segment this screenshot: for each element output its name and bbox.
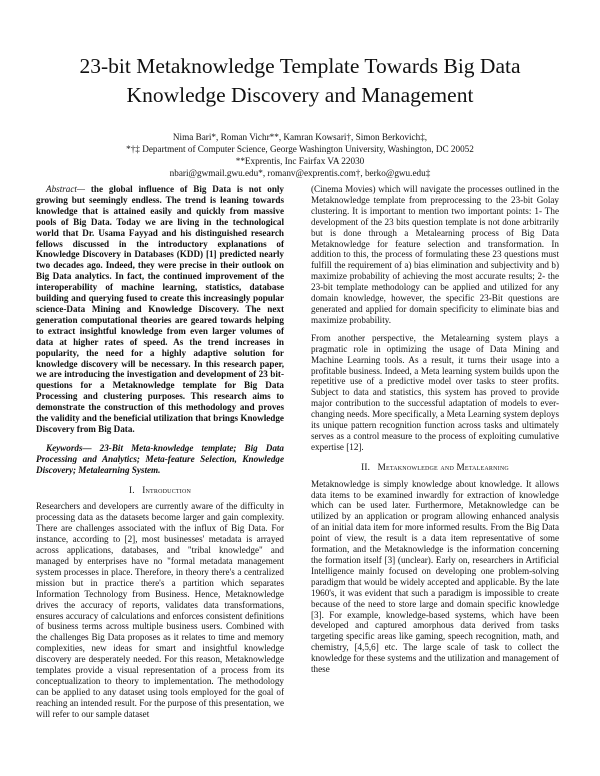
abstract-body: the global influence of Big Data is not only growing but seemingly endless. The trend is leaning towards knowledge that is attained easily and quickly from massive pools of Big Data. Today we are living in the technological world that Dr. Usama Fayyad and his distinguished research fellows discussed in the introductory explanations of Knowledge Discovery in Databases (KDD) [1] predicted nearly two decades ago. Indeed, they were precise in their outlook on Big Data analytics. In fact, the continued improvement of the interoperability of machine learning, statistics, database building and querying fused to create this increasingly popular science-Data Mining and Knowledge Discovery. The next generation computational theories are geared towards helping to extract insightful knowledge from even larger volumes of data at higher rates of speed. As the trend increases in popularity, the need for a highly adaptive solution for knowledge discovery will be necessary. In this research paper, we are introducing the investigation and development of 23 bit-questions for a Metaknowledge template for Big Data Processing and clustering purposes. This research aims to demonstrate the construction of this methodology and proves the validity and the beneficial utilization that brings Knowledge Discovery from Big Data. [36,184,284,434]
section-title: Introduction [142,484,192,495]
affiliation-exprentis: **Exprentis, Inc Fairfax VA 22030 [235,156,365,166]
left-column [36,184,284,720]
section-heading-introduction [36,485,284,496]
body-paragraph-continued: (Cinema Movies) which will navigate the processes outlined in the Metaknowledge template from preprocessing to the 23-bit Golay clustering. It is important to mention two important points: 1- The development of the 23 bits question template is not done arbitrarily but is done through a Metalearning process of Big Data Metaknowledge for feature selection and transformation. In addition to this, the process of formulating these 23 questions must fulfill the requirement of a) bias elimination and subjectivity and b) maximize probability of achieving the most accurate results; 2- the 23-bit template methodology can be applied and utilized for any domain knowledge, however, the specific 23-Bit questions are generated and applied for domain specificity to eliminate bias and maximize probability. [311,184,559,325]
author-emails: nbari@gwmail.gwu.edu*, romanv@exprentis.com†, berko@gwu.edu‡ [169,168,431,178]
body-paragraph-metaknowledge: Metaknowledge is simply knowledge about knowledge. It allows data items to be examined inwardly for extraction of knowledge which can be used later. Furthermore, Metaknowledge can be utilized by an application or program allowing enhanced analysis of an initial data item for more informed results. From the Big Data point of view, the result is a data item representative of some formation, and the Metaknowledge is the information concerning the formation itself [3] (unclear). Early on, researchers in Artificial Intelligence mainly focused on developing one problem-solving paradigm that would be widely accepted and applicable. By the late 1960's, it was evident that such a paradigm is impossible to create because of the need to store large and domain specific knowledge [3]. For example, knowledge-based systems, which have been developed and captured amorphous data derived from tasks targeting specific areas like gaming, speech recognition, math, and chemistry, [4,5,6] etc. The large scale of task to collect the knowledge for these systems and the utilization and management of these [311,478,559,675]
section-heading-metaknowledge [311,462,559,473]
right-column [311,184,559,675]
section-number: II. [361,461,371,472]
keywords: Keywords— 23-Bit Meta-knowledge template; Big Data Processing and Analytics; Meta-feature Selection, Knowledge Discovery; Metalearning System. [36,442,284,475]
section-number: I. [128,484,135,495]
body-paragraph-metalearning: From another perspective, the Metalearning system plays a pragmatic role in optimizing the usage of Data Mining and Machine Learning tools. As a result, it turns their usage into a profitable business. Indeed, a Meta learning system builds upon the repetitive use of a predictive model over tasks to steer profits. Subject to data and statistics, this system has proved to provide major contribution to the successful adaptation of models to ever-changing needs. More specifically, a Meta Learning system deploys its unique pattern recognition function across tasks and ultimately serves as a control measure to the process of exploiting cumulative expertise [12]. [311,332,559,452]
paper-title [40,52,560,110]
title-line-1: 23-bit Metaknowledge Template Towards Big Data [79,54,521,78]
section-title: Metaknowledge and Metalearning [377,461,509,472]
abstract [36,184,284,435]
introduction-paragraph: Researchers and developers are currently aware of the difficulty in processing data as the datasets become larger and gain complexity. There are challenges associated with the influx of Big Data. For instance, according to [2], most businesses' metadata is arrayed across applications, databases, and "tribal knowledge" and managed by enterprises have no "formal metadata management system processes in place. Therefore, in theory there's a centralized mission but in practice there's a partition which separates Information Technology from Business. Hence, Metaknowledge drives the accuracy of reports, validates data transformations, ensures accuracy of calculations and enforces consistent definitions of business terms across multiple business users. Combined with the challenges Big Data proposes as it relates to time and memory complexities, new ideas for smart and insightful knowledge discovery are desperately needed. For this reason, Metaknowledge templates provide a visual representation of a process from its conceptualization to theory to implementation. The methodology can be applied to any dataset using tools employed for the goal of reaching an intended result. For the purpose of this presentation, we will refer to our sample dataset [36,501,284,719]
abstract-lead: Abstract— [46,184,86,194]
affiliation-gwu: *†‡ Department of Computer Science, George Washington University, Washington, DC 20052 [126,144,474,154]
title-line-2: Knowledge Discovery and Management [126,83,474,107]
author-names: Nima Bari*, Roman Vichr**, Kamran Kowsari†, Simon Berkovich‡, [172,132,428,142]
